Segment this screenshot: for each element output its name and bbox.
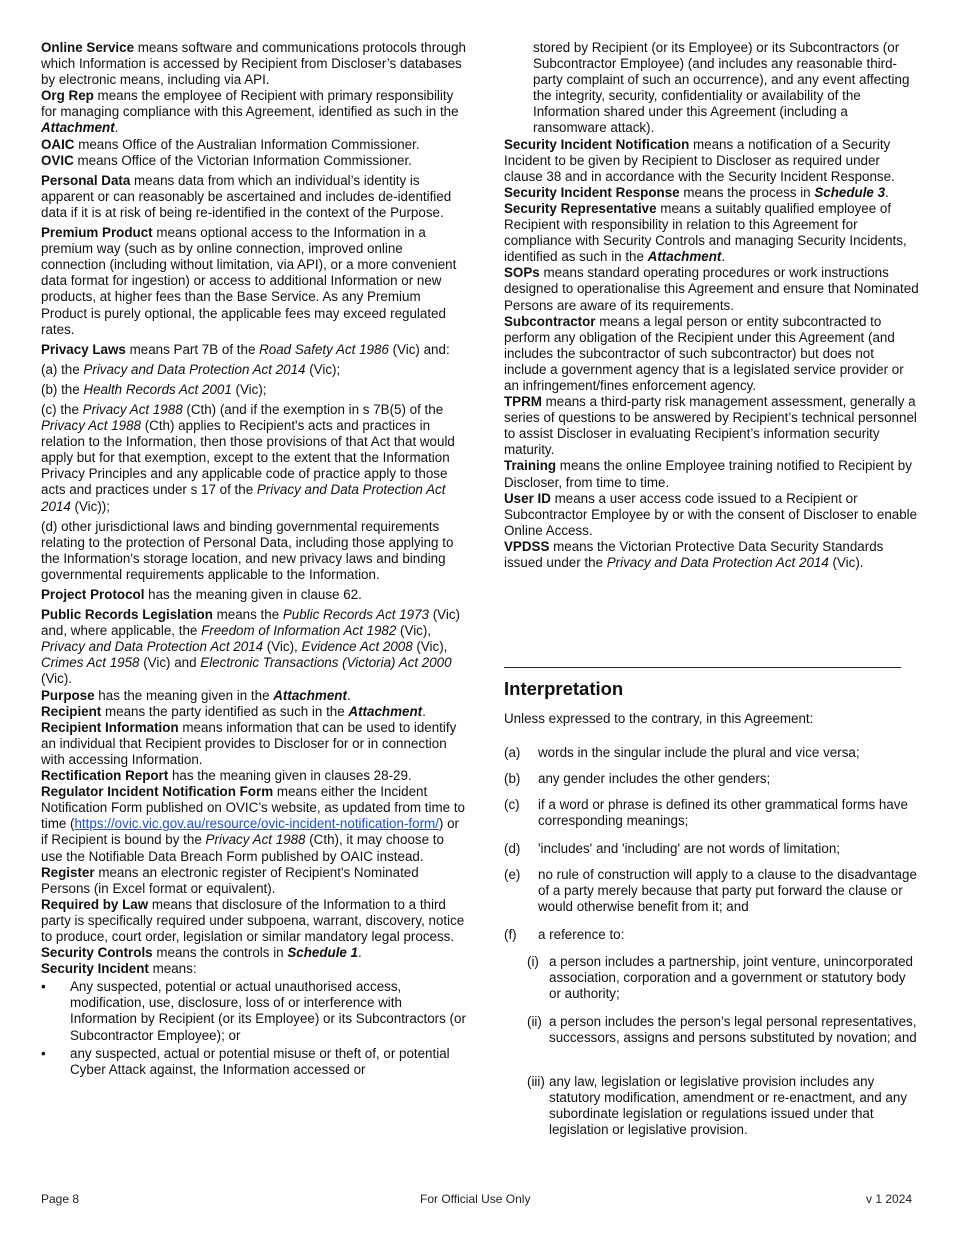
interpretation-item-e: (e) no rule of construction will apply to a clause to the disadvantage of a party merely because that party put forward the clause or would otherwise benefit from it; and [504,867,917,915]
definition-public-records-legislation: Public Records Legislation means the Public Records Act 1973 (Vic) and, where applicable, the Freedom of Information Act 1982 (Vic), Privacy and Data Protection Act 2014 (Vic), Evidence Act 2008 (Vic), Crimes Act 1958 (Vic) and Electronic Transactions (Victoria) Act 2000 (Vic). [41,607,460,687]
security-incident-bullet-1: • Any suspected, potential or actual unauthorised access, modification, use, disclosure, loss of or interference with Information by Recipient (or its Employee) or its Subcontractors (or Subcontractor Employee); or [41,979,466,1043]
privacy-laws-item-b: (b) the Health Records Act 2001 (Vic); [41,381,267,397]
page-number: Page 8 [41,1192,80,1206]
bullet-icon: • [41,979,46,995]
definition-online-service: Online Service means software and communications protocols through which Information is accessed by Recipient from Discloser’s databases by electronic means, including via API. [41,40,467,88]
definition-vpdss: VPDSS means the Victorian Protective Data Security Standards issued under the Privacy and Data Protection Act 2014 (Vic). [504,538,884,570]
definition-security-incident-notification: Security Incident Notification means a notification of a Security Incident to be given by Recipient to Discloser as required under clause 38 and in accordance with the Security Incident Response. [504,136,895,184]
interpretation-item-a: (a) words in the singular include the plural and vice versa; [504,745,860,760]
interpretation-subitem-ii: (ii) a person includes the person’s legal personal representatives, successors, assigns and persons substituted by novation; and [527,1014,917,1046]
definition-ovic: OVIC means Office of the Victorian Information Commissioner. [41,152,412,168]
definition-security-controls: Security Controls means the controls in Schedule 1. [41,945,362,961]
definition-regulator-incident-notification-form: Regulator Incident Notification Form means either the Incident Notification Form published on OVIC’s website, as updated from time to time (https://ovic.vic.gov.au/resource/ovic-incident-notification-form/) or if Recipient is bound by the Privacy Act 1988 (Cth), it may choose to use the Notifiable Data Breach Form published by OAIC instead. [41,784,465,864]
privacy-laws-item-a: (a) the Privacy and Data Protection Act 2014 (Vic); [41,361,341,377]
ovic-form-link[interactable]: https://ovic.vic.gov.au/resource/ovic-incident-notification-form/ [74,816,439,832]
version-label: v 1 2024 [866,1192,913,1206]
definition-tprm: TPRM means a third-party risk management assessment, generally a series of questions to be answered by Recipient’s technical personnel to assist Discloser in evaluating Recipient’s information security maturity. [504,394,917,458]
interpretation-item-b: (b) any gender includes the other genders; [504,771,771,786]
definition-purpose: Purpose has the meaning given in the Attachment. [41,687,351,703]
definition-personal-data: Personal Data means data from which an individual’s identity is apparent or can reasonably be ascertained and includes de-identified data if it is at risk of being re-identified in the context of the Purpose. [41,172,452,220]
right-column [504,40,920,571]
interpretation-heading: Interpretation [504,678,624,699]
definition-required-by-law: Required by Law means that disclosure of the Information to a third party is specifically required under subpoena, warrant, discovery, notice to produce, court order, legislation or similar mandatory legal process. [41,896,465,944]
interpretation-intro: Unless expressed to the contrary, in this Agreement: [504,711,814,726]
left-column [41,40,466,1078]
definition-privacy-laws: Privacy Laws means Part 7B of the Road Safety Act 1986 (Vic) and: [41,341,450,357]
definition-recipient: Recipient means the party identified as such in the Attachment. [41,703,426,719]
definition-rectification-report: Rectification Report has the meaning given in clauses 28-29. [41,768,412,784]
interpretation-item-d: (d) 'includes' and 'including' are not words of limitation; [504,841,841,856]
security-incident-bullet-2-continued: stored by Recipient (or its Employee) or its Subcontractors (or Subcontractor Employee) (and includes any reasonable third-party complaint of such an occurrence), and any event affecting the integrity, security, confidentiality or availability of the Information shared under this Agreement (including a ransomware attack). [533,40,910,136]
definition-user-id: User ID means a user access code issued to a Recipient or Subcontractor Employee by or with the consent of Discloser to enable Online Access. [504,490,918,538]
interpretation-subitem-i: (i) a person includes a partnership, joint venture, unincorporated association, corporation and a government or statutory body or authority; [527,954,914,1002]
definition-premium-product: Premium Product means optional access to the Information in a premium way (such as by online connection, improved online connection (including without limitation, via API), or a more convenient data format for ingestion) or access to additional Information or new products, at higher fees than the Base Service. As any Premium Product is purely optional, the applicable fees may exceed regulated rates. [41,225,457,337]
privacy-laws-item-d: (d) other jurisdictional laws and binding governmental requirements relating to the protection of Personal Data, including those applying to the Information's storage location, and new privacy laws and binding governmental requirements applicable to the Information. [41,518,454,582]
interpretation-item-c: (c) if a word or phrase is defined its other grammatical forms have corresponding meanings; [504,797,908,829]
definition-sops: SOPs means standard operating procedures or work instructions designed to operationalise this Agreement and ensure that Nominated Persons are aware of its requirements. [504,265,919,313]
definition-oaic: OAIC means Office of the Australian Information Commissioner. [41,136,420,152]
classification-label: For Official Use Only [420,1192,531,1206]
privacy-laws-item-c: (c) the Privacy Act 1988 (Cth) (and if the exemption in s 7B(5) of the Privacy Act 1988 (Cth) applies to Recipient's acts and practices in relation to the Information, then those provisions of that Act that would apply but for that exemption, except to the extent that the Information Privacy Principles and any applicable code of practice apply to those acts and practices under s 17 of the Privacy and Data Protection Act 2014 (Vic)); [41,401,455,514]
definition-org-rep: Org Rep means the employee of Recipient with primary responsibility for managing compliance with this Agreement, identified as such in the Attachment. [41,88,459,136]
definition-subcontractor: Subcontractor means a legal person or entity subcontracted to perform any obligation of the Recipient under this Agreement (and includes the subcontractor of such subcontractor) but does not include a government agency that is a legislated service provider or an infringement/fines enforcement agency. [504,313,904,393]
bullet-icon: • [41,1045,46,1061]
definition-project-protocol: Project Protocol has the meaning given in clause 62. [41,587,362,602]
security-incident-bullet-2: • any suspected, actual or potential misuse or theft of, or potential Cyber Attack against, the Information accessed or [41,1045,450,1077]
definition-security-incident: Security Incident means: [41,961,197,977]
interpretation-subitem-iii: (iii) any law, legislation or legislative provision includes any statutory modification, amendment or re-enactment, and any subordinate legislation or regulations issued under that legislation or legislative provision. [527,1074,908,1138]
definition-security-representative: Security Representative means a suitably qualified employee of Recipient with responsibility in relation to this Agreement for compliance with Security Controls and managing Security Incidents, identified as such in the Attachment. [504,200,907,265]
definition-training: Training means the online Employee training notified to Recipient by Discloser, from time to time. [504,458,912,490]
definition-register: Register means an electronic register of Recipient's Nominated Persons (in Excel format or equivalent). [41,864,419,896]
section-divider [504,667,901,668]
interpretation-item-f: (f) a reference to: [504,927,625,942]
definition-security-incident-response: Security Incident Response means the process in Schedule 3. [504,184,889,200]
definition-recipient-information: Recipient Information means information that can be used to identify an individual that Recipient provides to Discloser for or in connection with accessing Information. [41,719,457,767]
